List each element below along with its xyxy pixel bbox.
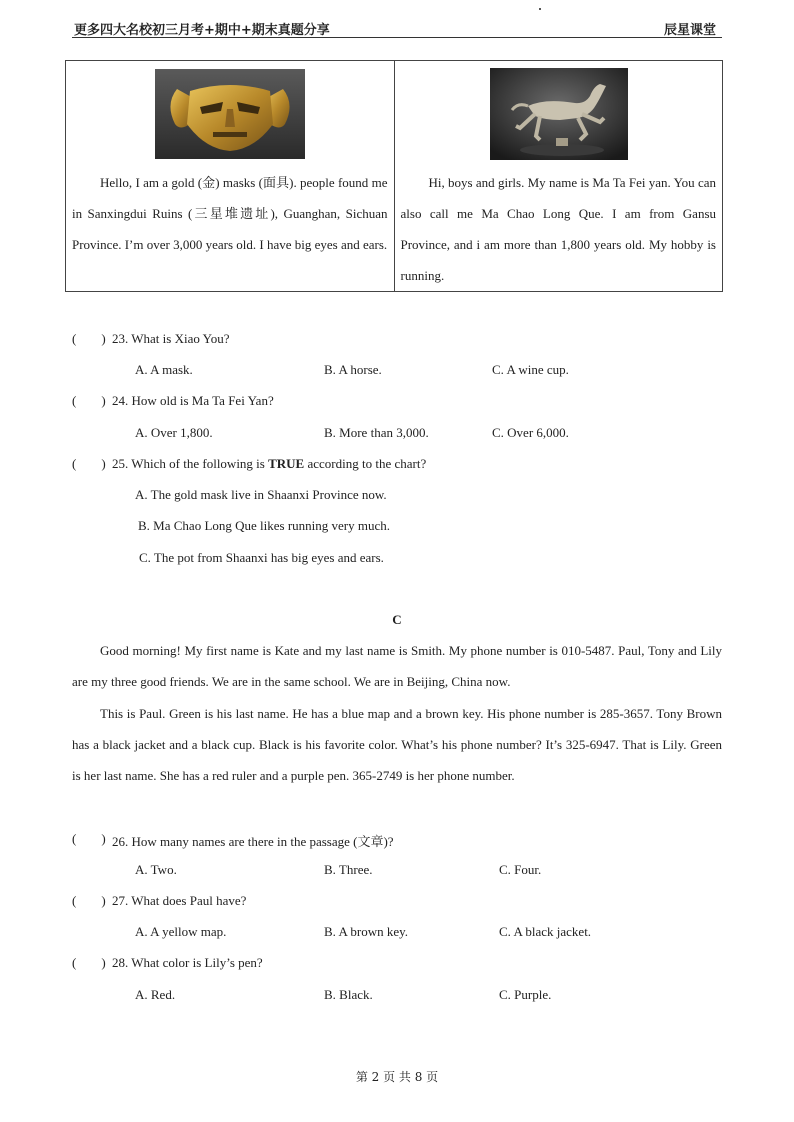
- section-c-paragraph-2: This is Paul. Green is his last name. He has a blue map and a brown key. His phone number is 285-3657. Tony Brown has a black jacket and a black cup. Black is his favorite color. What’s his phone number? It’s 325-6947. That is Lily. Green is her last name. She has a red ruler and a purple pen. 365-2749 is her phone number.: [72, 706, 722, 783]
- right-cell: [394, 61, 723, 292]
- q24-option-c: C. Over 6,000.: [492, 425, 569, 440]
- answer-bracket-25[interactable]: ( ): [72, 456, 106, 471]
- answer-bracket-24[interactable]: ( ): [72, 393, 106, 408]
- left-cell: [66, 61, 395, 292]
- q23-option-c: C. A wine cup.: [492, 362, 569, 377]
- answer-bracket-23[interactable]: ( ): [72, 331, 106, 346]
- header-right-text: 辰星课堂: [663, 23, 716, 38]
- question-24-stem: 24. How old is Ma Ta Fei Yan?: [112, 393, 274, 408]
- q27-option-a: A. A yellow map.: [135, 924, 227, 939]
- right-cell-text: Hi, boys and girls. My name is Ma Ta Fei yan. You can also call me Ma Chao Long Que. I am from Gansu Province, and i am more than 1,800 years old. My hobby is running.: [400, 175, 716, 283]
- left-cell-text: Hello, I am a gold (金) masks (面具). people found me in Sanxingdui Ruins (三星堆遗址), Guanghan, Sichuan Province. I’m over 3,000 years old. I have big eyes and ears.: [72, 175, 388, 252]
- question-28-stem: 28. What color is Lily’s pen?: [112, 955, 263, 970]
- q25-option-b: B. Ma Chao Long Que likes running very much.: [138, 518, 391, 533]
- question-27-stem: 27. What does Paul have?: [112, 893, 247, 908]
- answer-bracket-28[interactable]: ( ): [72, 955, 106, 970]
- bronze-horse-image: [490, 68, 628, 160]
- answer-bracket-26[interactable]: ( ): [72, 831, 106, 846]
- q23-option-b: B. A horse.: [324, 362, 382, 377]
- info-table: [65, 60, 723, 292]
- q25-option-c: C. The pot from Shaanxi has big eyes and ears.: [139, 550, 384, 565]
- answer-bracket-27[interactable]: ( ): [72, 893, 106, 908]
- question-23-stem: 23. What is Xiao You?: [112, 331, 230, 346]
- q28-option-c: C. Purple.: [499, 987, 552, 1002]
- header-dot: [539, 8, 541, 10]
- q28-option-a: A. Red.: [135, 987, 176, 1002]
- q24-option-a: A. Over 1,800.: [135, 425, 213, 440]
- gold-mask-image: [155, 69, 305, 159]
- page-header: [72, 18, 722, 38]
- q26-option-a: A. Two.: [135, 862, 177, 877]
- q26-option-b: B. Three.: [324, 862, 373, 877]
- section-c-paragraph-1: Good morning! My first name is Kate and my last name is Smith. My phone number is 010-5487. Paul, Tony and Lily are my three good friends. We are in the same school. We are in Beijing, China now.: [72, 643, 722, 689]
- question-26-stem: 26. How many names are there in the passage (文章)?: [112, 834, 394, 849]
- q27-option-b: B. A brown key.: [324, 924, 409, 939]
- q24-option-b: B. More than 3,000.: [324, 425, 429, 440]
- header-left-text: 更多四大名校初三月考+期中+期末真题分享: [74, 23, 330, 38]
- q27-option-c: C. A black jacket.: [499, 924, 592, 939]
- q23-option-a: A. A mask.: [135, 362, 193, 377]
- q28-option-b: B. Black.: [324, 987, 373, 1002]
- q25-option-a: A. The gold mask live in Shaanxi Province now.: [135, 487, 387, 502]
- section-c-title: C: [392, 612, 402, 627]
- q26-option-c: C. Four.: [499, 862, 542, 877]
- question-25-stem: 25. Which of the following is TRUE according to the chart?: [112, 456, 427, 471]
- page-number-footer: 第 2 页 共 8 页: [355, 1070, 439, 1084]
